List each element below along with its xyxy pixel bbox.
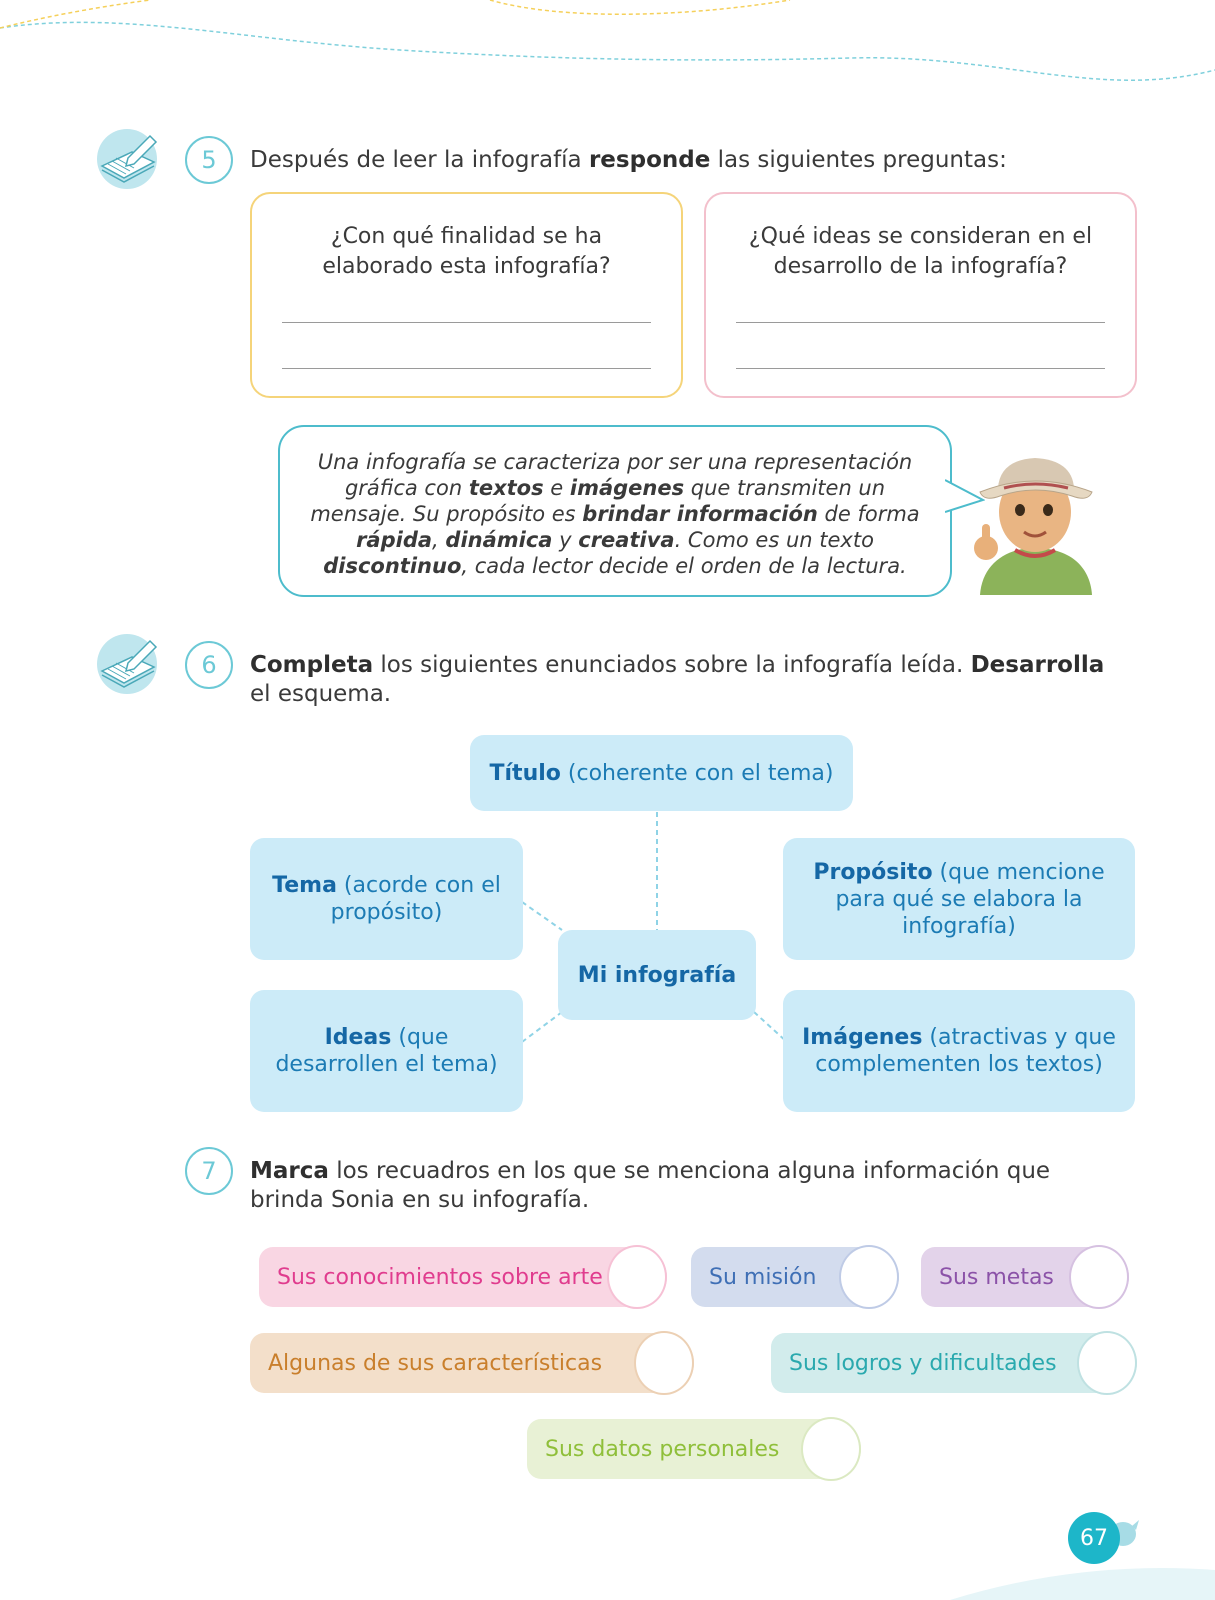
activity-number-5: 5 <box>185 136 233 184</box>
option-mission[interactable]: Su misión <box>691 1247 899 1307</box>
diagram-node-ideas: Ideas (que desarrollen el tema) <box>250 990 523 1112</box>
activity-number-7: 7 <box>185 1147 233 1195</box>
boy-with-hat-illustration <box>960 440 1110 595</box>
checkbox[interactable] <box>1069 1245 1129 1309</box>
diagram-node-center: Mi infografía <box>558 930 756 1020</box>
diagram-node-images: Imágenes (atractivas y que complementen los textos) <box>783 990 1135 1112</box>
diagram-node-theme: Tema (acorde con el propósito) <box>250 838 523 960</box>
diagram-node-purpose: Propósito (que mencione para qué se elabora la infografía) <box>783 838 1135 960</box>
option-art-knowledge[interactable]: Sus conocimientos sobre arte <box>259 1247 667 1307</box>
page-number: 67 <box>1068 1512 1120 1564</box>
question-box-purpose <box>250 192 683 398</box>
info-callout: Una infografía se caracteriza por ser una representación gráfica con textos e imágenes que transmiten un mensaje. Su propósito es brindar información de forma rápida, dinámica y creativa. Como es un texto discontinuo, cada lector decide el orden de la lectura. <box>278 425 952 597</box>
checkbox[interactable] <box>634 1331 694 1395</box>
checkbox[interactable] <box>801 1417 861 1481</box>
question-text: ¿Qué ideas se consideran en el desarrollo de la infografía? <box>748 224 1093 279</box>
answer-line[interactable] <box>282 368 651 369</box>
activity-number-6: 6 <box>185 641 233 689</box>
answer-line[interactable] <box>736 322 1105 323</box>
option-personal-data[interactable]: Sus datos personales <box>527 1419 861 1479</box>
writing-activity-icon <box>94 633 160 695</box>
activity-7-instruction: Marca los recuadros en los que se menciona alguna información que brinda Sonia en su infografía. <box>250 1158 1051 1213</box>
activity-5-instruction: Después de leer la infografía responde las siguientes preguntas: <box>250 147 1007 173</box>
checkbox[interactable] <box>607 1245 667 1309</box>
activity-6-instruction: Completa los siguientes enunciados sobre la infografía leída. Desarrolla el esquema. <box>250 652 1105 707</box>
diagram-node-title: Título (coherente con el tema) <box>470 735 853 811</box>
checkbox[interactable] <box>839 1245 899 1309</box>
option-achievements[interactable]: Sus logros y dificultades <box>771 1333 1137 1393</box>
option-characteristics[interactable]: Algunas de sus características <box>250 1333 694 1393</box>
writing-activity-icon <box>94 128 160 190</box>
question-box-ideas <box>704 192 1137 398</box>
option-goals[interactable]: Sus metas <box>921 1247 1129 1307</box>
answer-line[interactable] <box>282 322 651 323</box>
decorative-bottom-wave <box>950 1560 1215 1600</box>
decorative-waves <box>0 0 1215 110</box>
checkbox[interactable] <box>1077 1331 1137 1395</box>
answer-line[interactable] <box>736 368 1105 369</box>
question-text: ¿Con qué finalidad se ha elaborado esta infografía? <box>322 224 611 279</box>
